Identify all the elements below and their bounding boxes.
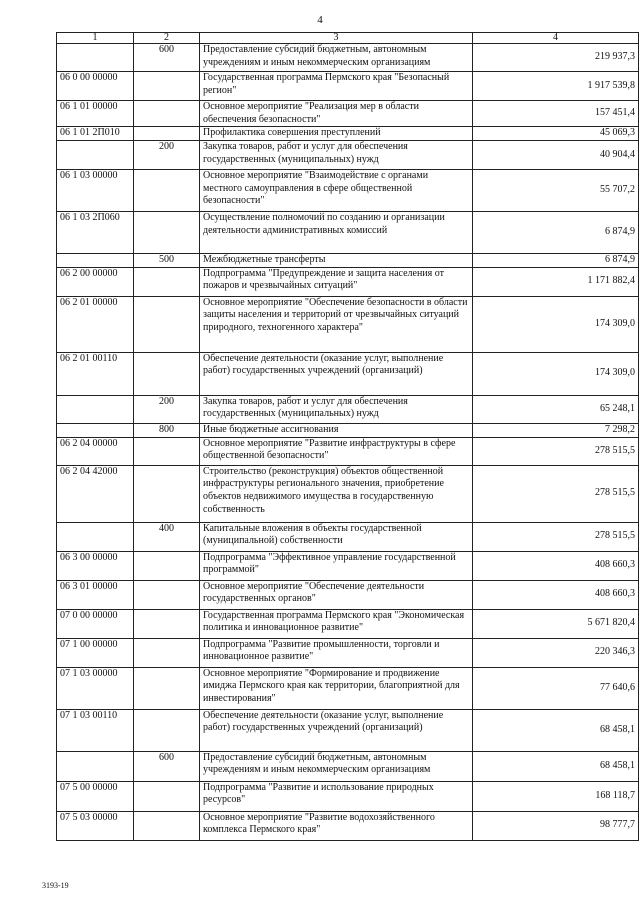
column-header-4: 4 bbox=[473, 33, 639, 44]
amount-cell: 6 874,9 bbox=[473, 254, 639, 268]
column-header-2: 2 bbox=[134, 33, 200, 44]
item-name-cell: Предоставление субсидий бюджетным, автономным учреждениям и иным некоммерческим организациям bbox=[200, 44, 473, 72]
table-row bbox=[57, 352, 639, 395]
item-name-cell: Осуществление полномочий по созданию и организации деятельности административных комиссий bbox=[200, 212, 473, 254]
amount-cell: 168 118,7 bbox=[473, 781, 639, 811]
item-name-cell: Основное мероприятие "Обеспечение деятельности государственных органов" bbox=[200, 580, 473, 609]
expense-type-cell bbox=[134, 212, 200, 254]
target-code-cell: 06 2 01 00000 bbox=[57, 296, 134, 352]
item-name-cell: Строительство (реконструкция) объектов общественной инфраструктуры регионального значения, приобретение объектов недвижимого имущества в государственную собственность bbox=[200, 465, 473, 522]
table-header-row bbox=[57, 33, 639, 44]
item-name-cell: Основное мероприятие "Развитие инфраструктуры в сфере общественной безопасности" bbox=[200, 437, 473, 465]
table-row bbox=[57, 465, 639, 522]
amount-cell: 77 640,6 bbox=[473, 667, 639, 709]
target-code-cell: 07 1 00 00000 bbox=[57, 638, 134, 667]
expense-type-cell: 500 bbox=[134, 254, 200, 268]
table-row bbox=[57, 580, 639, 609]
item-name-cell: Подпрограмма "Эффективное управление государственной программой" bbox=[200, 551, 473, 580]
expense-type-cell bbox=[134, 267, 200, 296]
expense-type-cell: 600 bbox=[134, 751, 200, 781]
target-code-cell: 06 2 00 00000 bbox=[57, 267, 134, 296]
item-name-cell: Основное мероприятие "Взаимодействие с органами местного самоуправления в сфере общественной безопасности" bbox=[200, 170, 473, 212]
amount-cell: 278 515,5 bbox=[473, 465, 639, 522]
amount-cell: 278 515,5 bbox=[473, 522, 639, 551]
item-name-cell: Государственная программа Пермского края "Экономическая политика и инновационное развитие" bbox=[200, 609, 473, 638]
page-number: 4 bbox=[317, 14, 323, 26]
amount-cell: 55 707,2 bbox=[473, 170, 639, 212]
table-row bbox=[57, 781, 639, 811]
item-name-cell: Обеспечение деятельности (оказание услуг, выполнение работ) государственных учреждений (организаций) bbox=[200, 352, 473, 395]
column-header-1: 1 bbox=[57, 33, 134, 44]
expense-type-cell bbox=[134, 811, 200, 840]
table-row bbox=[57, 267, 639, 296]
amount-cell: 1 917 539,8 bbox=[473, 72, 639, 101]
target-code-cell: 07 5 03 00000 bbox=[57, 811, 134, 840]
table-row bbox=[57, 751, 639, 781]
item-name-cell: Закупка товаров, работ и услуг для обеспечения государственных (муниципальных) нужд bbox=[200, 141, 473, 170]
table-row bbox=[57, 254, 639, 268]
target-code-cell: 06 0 00 00000 bbox=[57, 72, 134, 101]
amount-cell: 40 904,4 bbox=[473, 141, 639, 170]
item-name-cell: Подпрограмма "Предупреждение и защита населения от пожаров и чрезвычайных ситуаций" bbox=[200, 267, 473, 296]
amount-cell: 1 171 882,4 bbox=[473, 267, 639, 296]
document-code: 3193-19 bbox=[42, 881, 69, 890]
expense-type-cell bbox=[134, 72, 200, 101]
expense-type-cell: 200 bbox=[134, 395, 200, 423]
expense-type-cell: 600 bbox=[134, 44, 200, 72]
target-code-cell bbox=[57, 254, 134, 268]
table-row bbox=[57, 44, 639, 72]
target-code-cell: 06 3 00 00000 bbox=[57, 551, 134, 580]
table-row bbox=[57, 101, 639, 127]
amount-cell: 45 069,3 bbox=[473, 127, 639, 141]
expense-type-cell bbox=[134, 551, 200, 580]
item-name-cell: Подпрограмма "Развитие промышленности, торговли и инновационное развитие" bbox=[200, 638, 473, 667]
table-row bbox=[57, 141, 639, 170]
table-row bbox=[57, 609, 639, 638]
target-code-cell: 06 2 04 42000 bbox=[57, 465, 134, 522]
item-name-cell: Межбюджетные трансферты bbox=[200, 254, 473, 268]
expense-type-cell bbox=[134, 296, 200, 352]
expense-type-cell bbox=[134, 127, 200, 141]
target-code-cell: 06 2 04 00000 bbox=[57, 437, 134, 465]
amount-cell: 65 248,1 bbox=[473, 395, 639, 423]
amount-cell: 278 515,5 bbox=[473, 437, 639, 465]
target-code-cell: 07 1 03 00000 bbox=[57, 667, 134, 709]
target-code-cell: 06 1 03 2П060 bbox=[57, 212, 134, 254]
table-row bbox=[57, 296, 639, 352]
budget-table-body bbox=[57, 33, 639, 841]
table-row bbox=[57, 811, 639, 840]
expense-type-cell bbox=[134, 101, 200, 127]
expense-type-cell: 400 bbox=[134, 522, 200, 551]
table-row bbox=[57, 127, 639, 141]
table-row bbox=[57, 522, 639, 551]
expense-type-cell bbox=[134, 170, 200, 212]
target-code-cell: 07 0 00 00000 bbox=[57, 609, 134, 638]
amount-cell: 98 777,7 bbox=[473, 811, 639, 840]
amount-cell: 174 309,0 bbox=[473, 352, 639, 395]
item-name-cell: Предоставление субсидий бюджетным, автономным учреждениям и иным некоммерческим организациям bbox=[200, 751, 473, 781]
target-code-cell bbox=[57, 44, 134, 72]
item-name-cell: Основное мероприятие "Обеспечение безопасности в области защиты населения и территорий от чрезвычайных ситуаций природного, техногенного характера" bbox=[200, 296, 473, 352]
item-name-cell: Подпрограмма "Развитие и использование природных ресурсов" bbox=[200, 781, 473, 811]
target-code-cell: 06 1 01 2П010 bbox=[57, 127, 134, 141]
table-row bbox=[57, 423, 639, 437]
amount-cell: 5 671 820,4 bbox=[473, 609, 639, 638]
table-row bbox=[57, 667, 639, 709]
amount-cell: 157 451,4 bbox=[473, 101, 639, 127]
table-row bbox=[57, 72, 639, 101]
expense-type-cell: 200 bbox=[134, 141, 200, 170]
item-name-cell: Капитальные вложения в объекты государственной (муниципальной) собственности bbox=[200, 522, 473, 551]
expense-type-cell: 800 bbox=[134, 423, 200, 437]
expense-type-cell bbox=[134, 781, 200, 811]
amount-cell: 7 298,2 bbox=[473, 423, 639, 437]
amount-cell: 408 660,3 bbox=[473, 551, 639, 580]
table-row bbox=[57, 551, 639, 580]
amount-cell: 408 660,3 bbox=[473, 580, 639, 609]
target-code-cell bbox=[57, 522, 134, 551]
table-row bbox=[57, 395, 639, 423]
amount-cell: 68 458,1 bbox=[473, 709, 639, 751]
target-code-cell: 06 3 01 00000 bbox=[57, 580, 134, 609]
item-name-cell: Основное мероприятие "Реализация мер в области обеспечения безопасности" bbox=[200, 101, 473, 127]
target-code-cell bbox=[57, 423, 134, 437]
expense-type-cell bbox=[134, 638, 200, 667]
item-name-cell: Закупка товаров, работ и услуг для обеспечения государственных (муниципальных) нужд bbox=[200, 395, 473, 423]
expense-type-cell bbox=[134, 465, 200, 522]
item-name-cell: Государственная программа Пермского края "Безопасный регион" bbox=[200, 72, 473, 101]
amount-cell: 220 346,3 bbox=[473, 638, 639, 667]
item-name-cell: Профилактика совершения преступлений bbox=[200, 127, 473, 141]
item-name-cell: Иные бюджетные ассигнования bbox=[200, 423, 473, 437]
table-row bbox=[57, 709, 639, 751]
target-code-cell: 07 5 00 00000 bbox=[57, 781, 134, 811]
expense-type-cell bbox=[134, 580, 200, 609]
target-code-cell: 06 1 01 00000 bbox=[57, 101, 134, 127]
table-row bbox=[57, 212, 639, 254]
expense-type-cell bbox=[134, 709, 200, 751]
expense-type-cell bbox=[134, 352, 200, 395]
budget-table bbox=[56, 32, 639, 841]
column-header-3: 3 bbox=[200, 33, 473, 44]
target-code-cell: 06 2 01 00110 bbox=[57, 352, 134, 395]
table-row bbox=[57, 170, 639, 212]
table-row bbox=[57, 638, 639, 667]
item-name-cell: Основное мероприятие "Формирование и продвижение имиджа Пермского края как территории, благоприятной для инвестирования" bbox=[200, 667, 473, 709]
table-row bbox=[57, 437, 639, 465]
amount-cell: 6 874,9 bbox=[473, 212, 639, 254]
target-code-cell bbox=[57, 751, 134, 781]
target-code-cell: 06 1 03 00000 bbox=[57, 170, 134, 212]
item-name-cell: Обеспечение деятельности (оказание услуг, выполнение работ) государственных учреждений (организаций) bbox=[200, 709, 473, 751]
expense-type-cell bbox=[134, 667, 200, 709]
amount-cell: 174 309,0 bbox=[473, 296, 639, 352]
target-code-cell bbox=[57, 141, 134, 170]
expense-type-cell bbox=[134, 437, 200, 465]
amount-cell: 68 458,1 bbox=[473, 751, 639, 781]
amount-cell: 219 937,3 bbox=[473, 44, 639, 72]
expense-type-cell bbox=[134, 609, 200, 638]
item-name-cell: Основное мероприятие "Развитие водохозяйственного комплекса Пермского края" bbox=[200, 811, 473, 840]
target-code-cell bbox=[57, 395, 134, 423]
target-code-cell: 07 1 03 00110 bbox=[57, 709, 134, 751]
